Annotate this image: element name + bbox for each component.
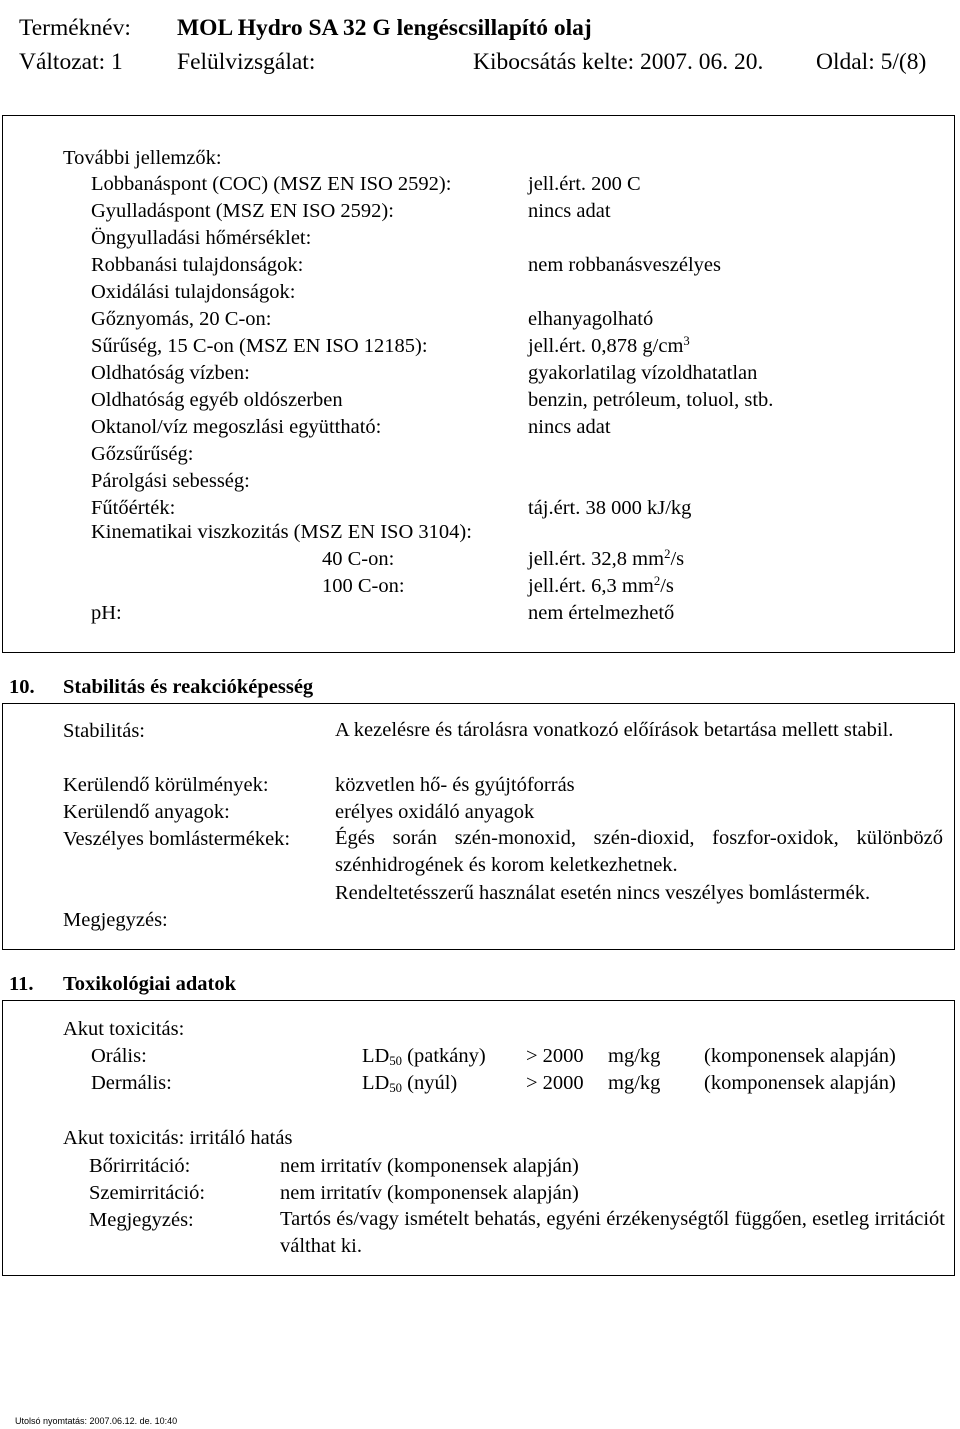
viscosity-40-label: 40 C-on: <box>322 548 395 570</box>
acute-row-dermal-ld: $LD_{50}$ (nyúl) <box>362 1072 458 1096</box>
product-name: MOL Hydro SA 32 G lengéscsillapító olaj <box>177 15 592 41</box>
decomposition-value-2: Rendeltetésszerű használat esetén nincs veszélyes bomlástermék. <box>335 882 871 904</box>
irritation-label: Akut toxicitás: irritáló hatás <box>63 1127 293 1149</box>
property-value: gyakorlatilag vízoldhatatlan <box>528 362 758 384</box>
acute-row-oral-route: Orális: <box>91 1045 147 1067</box>
materials-label: Kerülendő anyagok: <box>63 801 230 823</box>
acute-row-dermal-unit: mg/kg <box>608 1072 661 1094</box>
property-label: Oldhatóság vízben: <box>91 362 250 384</box>
conditions-value: közvetlen hő- és gyújtóforrás <box>335 774 575 796</box>
property-value: nincs adat <box>528 200 611 222</box>
review-label: Felülvizsgálat: <box>177 49 316 75</box>
acute-row-dermal-value: > 2000 <box>526 1072 584 1094</box>
section11-title: Toxikológiai adatok <box>63 973 236 995</box>
decomposition-value: Égés során szén-monoxid, szén-dioxid, foszfor-oxidok, különböző szénhidrogének és korom keletkezhetnek. <box>335 827 943 876</box>
viscosity-100-value: jell.ért. 6,3 $mm^2/s$ <box>528 574 674 597</box>
viscosity-100-label: 100 C-on: <box>322 575 405 597</box>
property-value: jell.ért. 0,878 $g/cm^3$ <box>528 334 690 357</box>
property-label: Robbanási tulajdonságok: <box>91 254 304 276</box>
ph-value: nem értelmezhető <box>528 602 675 624</box>
property-label: Gőznyomás, 20 C-on: <box>91 308 272 330</box>
acute-row-oral-note: (komponensek alapján) <box>704 1045 896 1067</box>
property-label: Öngyulladási hőmérséklet: <box>91 227 312 249</box>
eye-irritation-label: Szemirritáció: <box>89 1182 206 1204</box>
property-label: Lobbanáspont (COC) (MSZ EN ISO 2592): <box>91 173 452 195</box>
property-label: Oktanol/víz megoszlási együttható: <box>91 416 382 438</box>
property-label: Gőzsűrűség: <box>91 443 194 465</box>
print-timestamp: Utolsó nyomtatás: 2007.06.12. de. 10:40 <box>15 1416 178 1426</box>
acute-row-oral-unit: mg/kg <box>608 1045 661 1067</box>
issue-date: Kibocsátás kelte: 2007. 06. 20. <box>473 49 764 75</box>
section11-note-label: Megjegyzés: <box>89 1209 194 1231</box>
acute-toxicity-label: Akut toxicitás: <box>63 1018 185 1040</box>
acute-row-dermal-route: Dermális: <box>91 1072 172 1094</box>
version-label: Változat: 1 <box>19 49 123 75</box>
property-value: nincs adat <box>528 416 611 438</box>
property-label: Oxidálási tulajdonságok: <box>91 281 296 303</box>
acute-row-dermal-note: (komponensek alapján) <box>704 1072 896 1094</box>
acute-row-oral-value: > 2000 <box>526 1045 584 1067</box>
property-label: Oldhatóság egyéb oldószerben <box>91 389 343 411</box>
stability-label: Stabilitás: <box>63 720 145 742</box>
decomposition-label: Veszélyes bomlástermékek: <box>63 828 291 850</box>
skin-irritation-label: Bőrirritáció: <box>89 1155 191 1177</box>
property-value: táj.ért. 38 000 kJ/kg <box>528 497 692 519</box>
section10-number: 10. <box>9 676 35 698</box>
property-label: Párolgási sebesség: <box>91 470 250 492</box>
property-value: nem robbanásveszélyes <box>528 254 721 276</box>
property-value: jell.ért. 200 C <box>528 173 641 195</box>
section10-note-label: Megjegyzés: <box>63 909 168 931</box>
page-number: Oldal: 5/(8) <box>816 49 927 75</box>
eye-irritation-value: nem irritatív (komponensek alapján) <box>280 1182 579 1204</box>
viscosity-40-value: jell.ért. 32,8 $mm^2/s$ <box>528 547 685 570</box>
skin-irritation-value: nem irritatív (komponensek alapján) <box>280 1155 579 1177</box>
acute-row-oral-ld: $LD_{50}$ (patkány) <box>362 1045 486 1069</box>
materials-value: erélyes oxidáló anyagok <box>335 801 535 823</box>
property-label: Gyulladáspont (MSZ EN ISO 2592): <box>91 200 394 222</box>
conditions-label: Kerülendő körülmények: <box>63 774 269 796</box>
stability-value: A kezelésre és tárolásra vonatkozó előírások betartása mellett stabil. <box>335 719 894 741</box>
section11-number: 11. <box>9 973 34 995</box>
viscosity-label: Kinematikai viszkozitás (MSZ EN ISO 3104): <box>91 521 472 543</box>
property-value: elhanyagolható <box>528 308 654 330</box>
product-name-label: Terméknév: <box>19 15 131 41</box>
property-label: Sűrűség, 15 C-on (MSZ EN ISO 12185): <box>91 335 428 357</box>
properties-title: További jellemzők: <box>63 147 222 169</box>
properties-box <box>2 115 955 653</box>
ph-label: pH: <box>91 602 122 624</box>
section11-note-value: Tartós és/vagy ismételt behatás, egyéni érzékenységtől függően, esetleg irritációt válthat ki. <box>280 1208 945 1257</box>
property-label: Fűtőérték: <box>91 497 176 519</box>
section10-title: Stabilitás és reakcióképesség <box>63 676 314 698</box>
property-value: benzin, petróleum, toluol, stb. <box>528 389 774 411</box>
